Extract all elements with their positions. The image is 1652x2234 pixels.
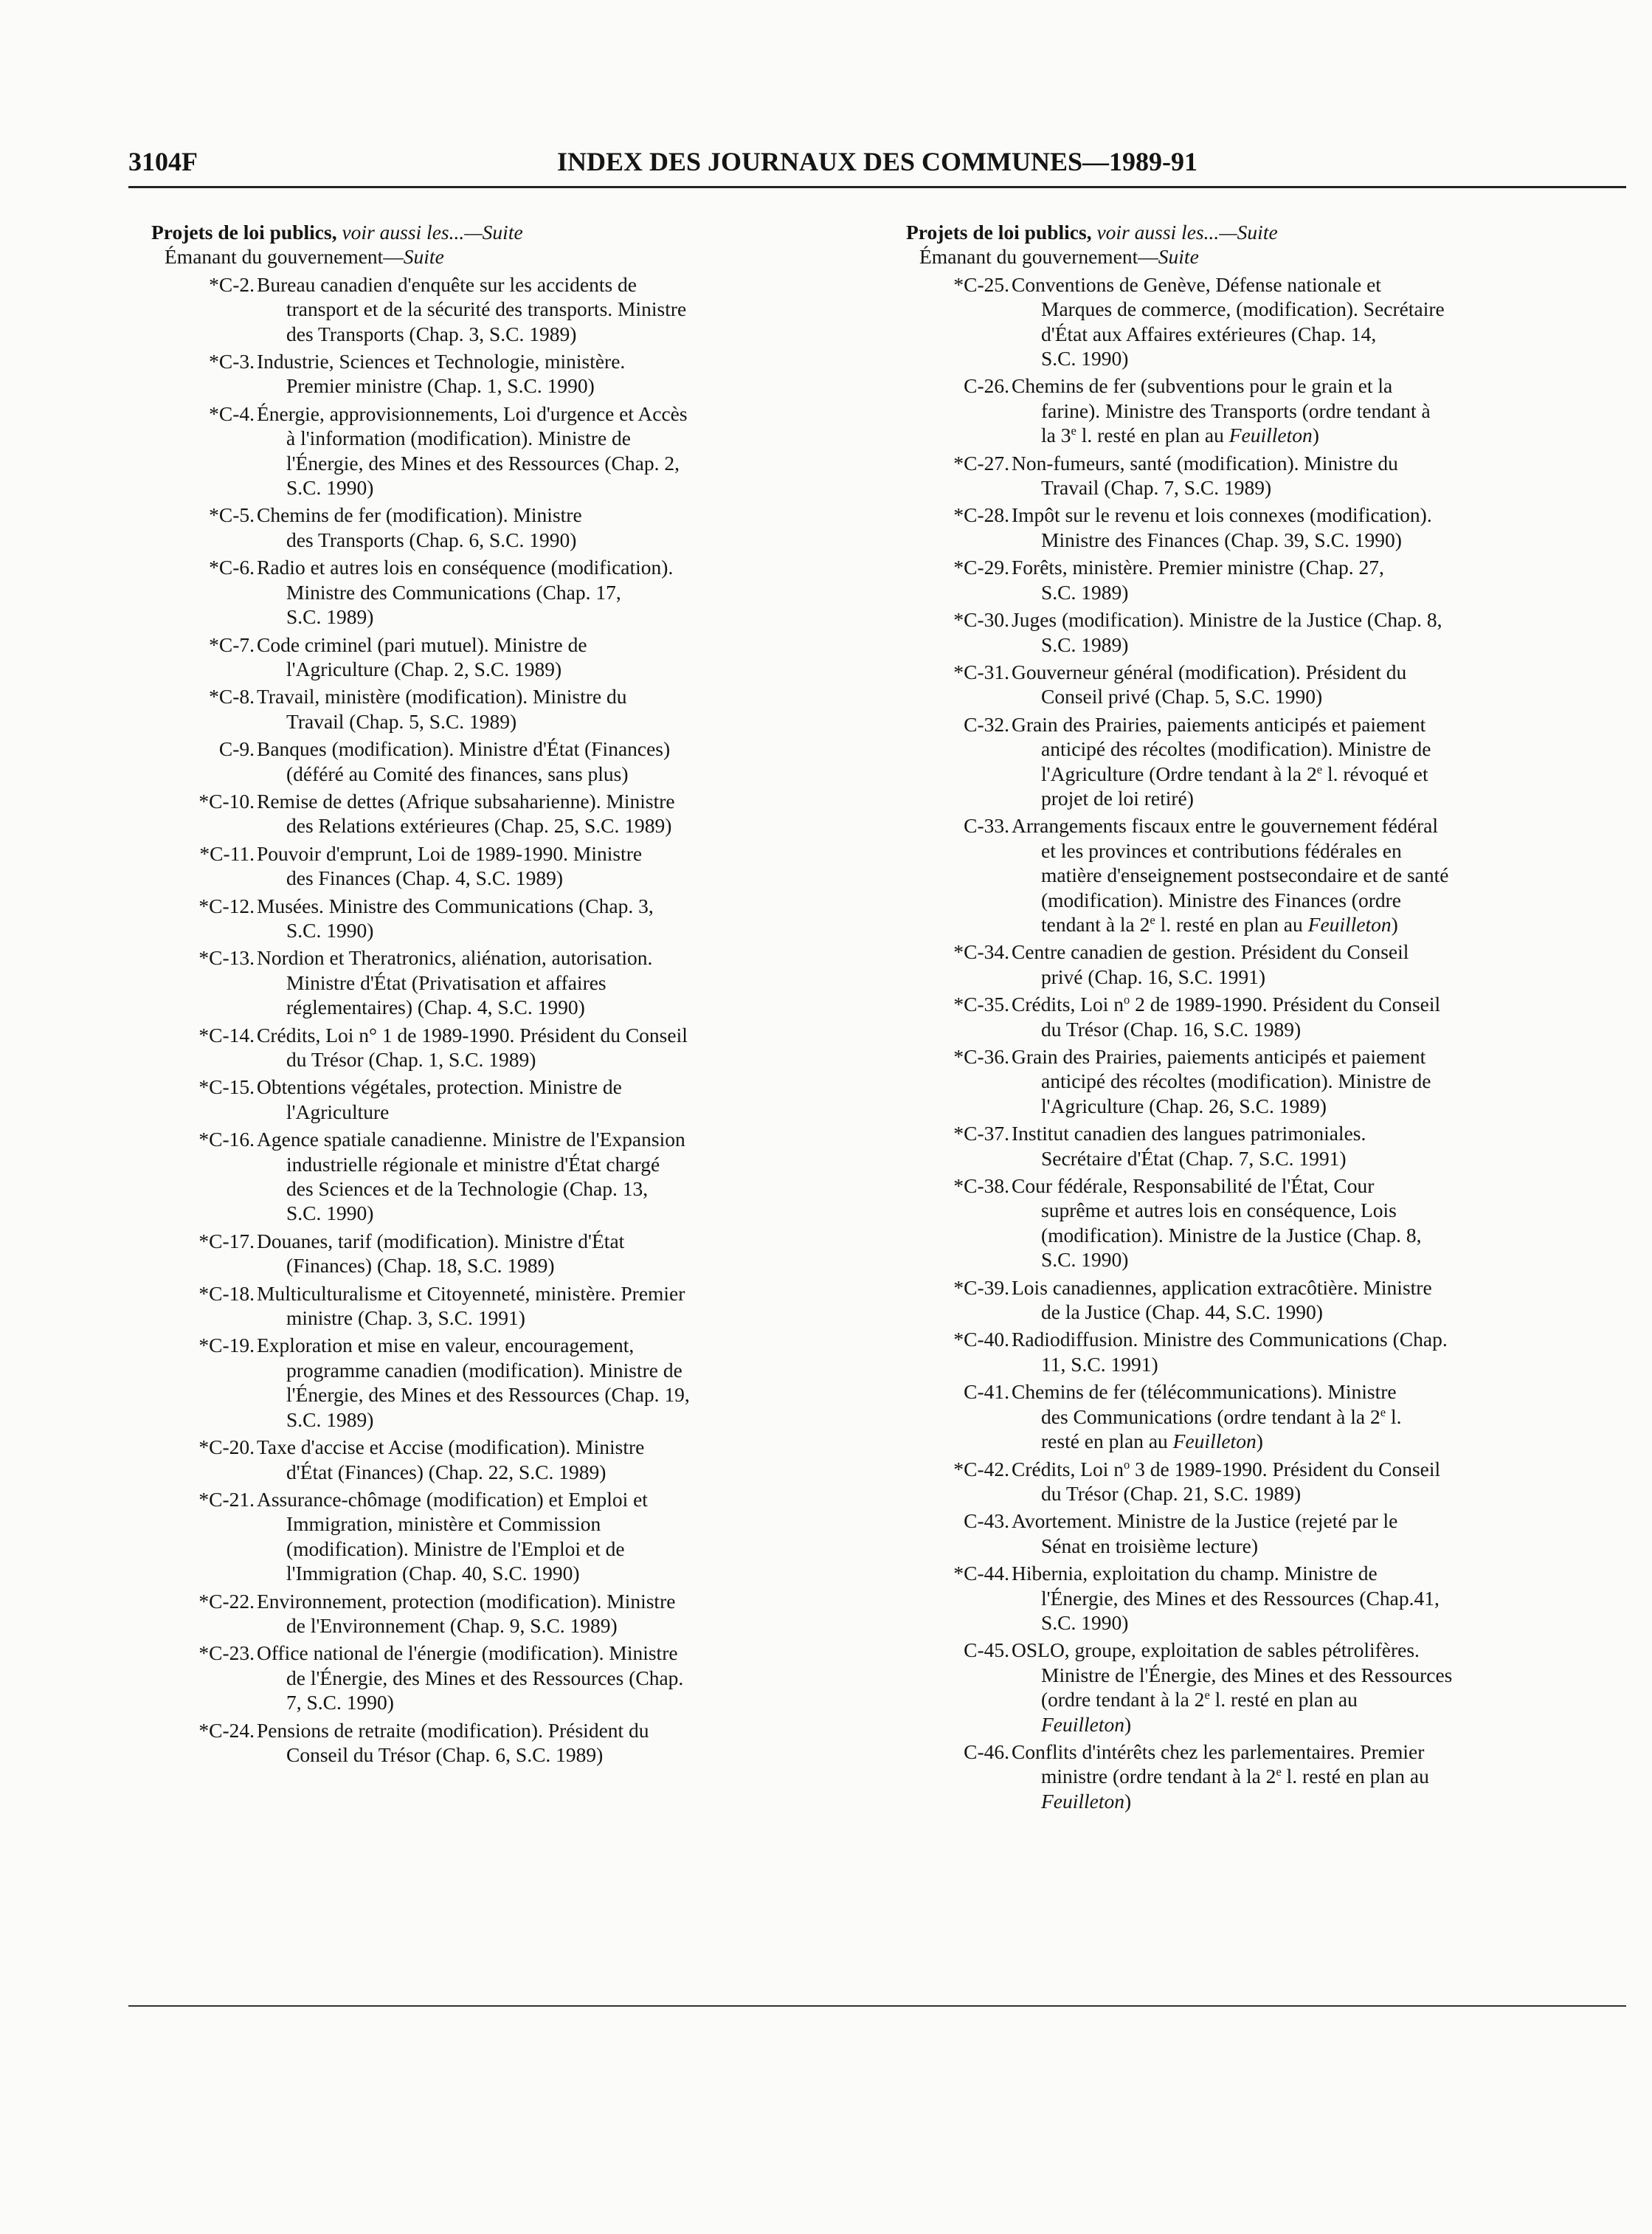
bill-entry (906, 1379, 1629, 1453)
entry-line: la 3e l. resté en plan au Feuilleton) (1041, 424, 1319, 447)
bill-entry (151, 503, 874, 552)
entry-line: Impôt sur le revenu et lois connexes (modification). (1012, 503, 1432, 527)
entry-line: Pouvoir d'emprunt, Loi de 1989-1990. Ministre (257, 841, 643, 865)
entry-line: tendant à la 2e l. resté en plan au Feuilleton) (1041, 912, 1398, 936)
entry-line: Hibernia, exploitation du champ. Ministre de (1012, 1562, 1378, 1585)
entry-line: Non-fumeurs, santé (modification). Ministre du (1012, 451, 1398, 475)
entry-line: ministre (ordre tendant à la 2e l. resté en plan au (1041, 1765, 1429, 1788)
entry-line: resté en plan au Feuilleton) (1041, 1430, 1263, 1453)
entry-line: S.C. 1989) (1041, 632, 1129, 656)
bill-number: *C-44. (953, 1562, 1009, 1585)
entry-line: Feuilleton) (1041, 1712, 1132, 1736)
entry-line: S.C. 1990) (1041, 1248, 1129, 1272)
bill-number: *C-17. (198, 1229, 255, 1252)
entry-line: Crédits, Loi n° 1 de 1989-1990. Président du Conseil (257, 1023, 688, 1047)
entry-line: réglementaires) (Chap. 4, S.C. 1990) (286, 996, 585, 1019)
bill-number: *C-36. (953, 1045, 1009, 1068)
entry-line: programme canadien (modification). Ministre de (286, 1358, 682, 1382)
bill-entry (151, 1589, 874, 1638)
entry-line: l'Énergie, des Mines et des Ressources (Chap.41, (1041, 1586, 1440, 1610)
entry-line: Nordion et Theratronics, aliénation, autorisation. (257, 946, 653, 970)
bill-number: *C-2. (209, 272, 255, 296)
entry-line: Banques (modification). Ministre d'État (Finances) (257, 737, 671, 761)
bill-number: *C-40. (953, 1328, 1009, 1351)
entry-line: Feuilleton) (1041, 1789, 1132, 1813)
entry-line: Ministre des Communications (Chap. 17, (286, 580, 621, 604)
entry-line: suprême et autres lois en conséquence, Lois (1041, 1199, 1397, 1222)
entry-line: Crédits, Loi $n^o$ 3 de 1989-1990. Président du Conseil (1012, 1457, 1441, 1480)
bill-number: *C-31. (953, 660, 1009, 683)
bill-entry (151, 1075, 874, 1124)
entry-line: Crédits, Loi $n^o$ 2 de 1989-1990. Président du Conseil (1012, 993, 1441, 1016)
entry-line: Lois canadiennes, application extracôtière. Ministre (1012, 1275, 1432, 1299)
bill-entry (906, 1275, 1629, 1325)
bill-entry (151, 1333, 874, 1432)
bill-number: C-26. (964, 374, 1009, 398)
entry-line: Marques de commerce, (modification). Secrétaire (1041, 297, 1445, 321)
entry-line: du Trésor (Chap. 1, S.C. 1989) (286, 1048, 536, 1071)
bill-number: *C-22. (198, 1589, 255, 1613)
entry-line: Agence spatiale canadienne. Ministre de l'Expansion (257, 1128, 685, 1151)
bill-number: *C-8. (209, 685, 255, 709)
bill-number: *C-23. (198, 1641, 255, 1665)
entry-line: Grain des Prairies, paiements anticipés et paiement (1012, 712, 1426, 736)
section-heading: Projets de loi publics, voir aussi les...—Suite (906, 221, 1278, 244)
entry-line: Office national de l'énergie (modification). Ministre (257, 1641, 678, 1665)
entry-list (151, 272, 874, 1768)
bill-number: *C-29. (953, 556, 1009, 579)
bill-entry (906, 1121, 1629, 1171)
entry-line: Avortement. Ministre de la Justice (rejeté par le (1012, 1509, 1398, 1533)
bill-entry (906, 272, 1629, 371)
entry-line: Radiodiffusion. Ministre des Communications (Chap. (1012, 1328, 1448, 1351)
entry-line: à l'information (modification). Ministre de (286, 427, 631, 450)
entry-line: Arrangements fiscaux entre le gouvernement fédéral (1012, 814, 1438, 838)
entry-line: l'Agriculture (Ordre tendant à la 2e l. révoqué et (1041, 762, 1428, 785)
entry-line: transport et de la sécurité des transports. Ministre (286, 297, 687, 321)
footer-rule (128, 2005, 1626, 2007)
bill-entry (151, 841, 874, 891)
entry-line: d'État (Finances) (Chap. 22, S.C. 1989) (286, 1460, 606, 1483)
bill-number: *C-21. (198, 1487, 255, 1511)
bill-entry (151, 1435, 874, 1484)
bill-number: *C-19. (198, 1334, 255, 1357)
bill-number: *C-13. (198, 946, 255, 970)
entry-line: des Relations extérieures (Chap. 25, S.C. 1989) (286, 814, 672, 838)
entry-line: Conseil du Trésor (Chap. 6, S.C. 1989) (286, 1742, 604, 1766)
bill-number: C-9. (218, 737, 255, 761)
bill-number: C-45. (964, 1638, 1009, 1662)
bill-entry (906, 1044, 1629, 1118)
entry-line: d'État aux Affaires extérieures (Chap. 14, (1041, 322, 1377, 345)
entry-line: Chemins de fer (télécommunications). Ministre (1012, 1380, 1397, 1404)
bill-number: C-41. (964, 1380, 1009, 1404)
bill-entry (906, 1457, 1629, 1506)
page-title: INDEX DES JOURNAUX DES COMMUNES—1989-91 (556, 147, 1198, 176)
entry-line: l'Agriculture (286, 1100, 390, 1123)
bill-number: C-32. (964, 712, 1009, 736)
entry-line: Code criminel (pari mutuel). Ministre de (257, 632, 587, 656)
entry-line: Bureau canadien d'enquête sur les accidents de (257, 272, 637, 296)
entry-line: (modification). Ministre de l'Emploi et de (286, 1537, 625, 1560)
bill-entry (906, 555, 1629, 604)
entry-line: S.C. 1990) (286, 476, 374, 500)
entry-line: Juges (modification). Ministre de la Justice (Chap. 8, (1012, 608, 1442, 632)
bill-number: *C-27. (953, 451, 1009, 475)
entry-line: privé (Chap. 16, S.C. 1991) (1041, 965, 1266, 988)
entry-line: Grain des Prairies, paiements anticipés et paiement (1012, 1045, 1426, 1068)
page-header (128, 146, 1626, 185)
entry-line: Ministre d'État (Privatisation et affaires (286, 971, 606, 994)
bill-entry (151, 272, 874, 346)
entry-line: S.C. 1990) (1041, 1610, 1129, 1634)
bill-entry (151, 349, 874, 399)
bill-entry (906, 992, 1629, 1041)
entry-line: l'Énergie, des Mines et des Ressources (Chap. 19, (286, 1383, 690, 1407)
bill-entry (906, 660, 1629, 709)
entry-line: Secrétaire d'État (Chap. 7, S.C. 1991) (1041, 1146, 1347, 1170)
entry-line: Sénat en troisième lecture) (1041, 1534, 1258, 1557)
bill-entry (151, 894, 874, 943)
entry-line: Environnement, protection (modification). Ministre (257, 1589, 676, 1613)
page-number: 3104F (128, 147, 198, 176)
bill-entry (151, 737, 874, 786)
bill-entry (151, 1718, 874, 1768)
bill-number: *C-42. (953, 1457, 1009, 1480)
bill-number: *C-39. (953, 1275, 1009, 1299)
bill-number: *C-14. (198, 1023, 255, 1047)
entry-line: l'Agriculture (Chap. 2, S.C. 1989) (286, 657, 562, 680)
entry-line: ministre (Chap. 3, S.C. 1991) (286, 1306, 525, 1330)
entry-line: (déféré au Comité des finances, sans plus) (286, 762, 629, 785)
entry-line: Radio et autres lois en conséquence (modification). (257, 556, 674, 579)
entry-list (906, 272, 1629, 1813)
bill-number: C-43. (964, 1509, 1009, 1533)
entry-line: Douanes, tarif (modification). Ministre d'État (257, 1229, 625, 1252)
entry-line: Industrie, Sciences et Technologie, ministère. (257, 350, 626, 373)
bill-number: C-46. (964, 1740, 1009, 1763)
entry-line: des Finances (Chap. 4, S.C. 1989) (286, 866, 564, 890)
entry-line: S.C. 1990) (286, 918, 374, 942)
entry-line: l'Immigration (Chap. 40, S.C. 1990) (286, 1562, 580, 1585)
bill-entry (151, 555, 874, 629)
entry-line: Travail, ministère (modification). Ministre du (257, 685, 627, 709)
bill-entry (906, 813, 1629, 937)
entry-line: industrielle régionale et ministre d'État chargé (286, 1152, 660, 1176)
entry-line: 11, S.C. 1991) (1041, 1352, 1158, 1376)
bill-entry (906, 1740, 1629, 1813)
bill-entry (151, 632, 874, 682)
header-rule (128, 186, 1626, 188)
bill-number: *C-11. (199, 841, 255, 865)
bill-entry (906, 940, 1629, 989)
bill-entry (151, 684, 874, 734)
entry-line: l'Énergie, des Mines et des Ressources (Chap. 2, (286, 451, 680, 475)
entry-line: Conventions de Genève, Défense nationale et (1012, 272, 1381, 296)
entry-line: (modification). Ministre des Finances (ordre (1041, 888, 1401, 911)
entry-line: S.C. 1990) (286, 1202, 374, 1225)
bill-entry (151, 1023, 874, 1072)
entry-line: de la Justice (Chap. 44, S.C. 1990) (1041, 1300, 1323, 1324)
bill-number: *C-34. (953, 940, 1009, 964)
entry-line: S.C. 1989) (286, 605, 374, 629)
entry-line: (Finances) (Chap. 18, S.C. 1989) (286, 1254, 555, 1278)
entry-line: 7, S.C. 1990) (286, 1691, 394, 1714)
bill-entry (151, 789, 874, 838)
bill-entry (151, 1127, 874, 1226)
index-column-left (151, 220, 874, 1767)
bill-entry (151, 1641, 874, 1714)
entry-line: Chemins de fer (modification). Ministre (257, 503, 582, 527)
bill-number: *C-6. (209, 556, 255, 579)
entry-line: OSLO, groupe, exploitation de sables pétrolifères. (1012, 1638, 1420, 1662)
bill-entry (906, 1509, 1629, 1558)
bill-entry (151, 401, 874, 500)
bill-number: *C-18. (198, 1281, 255, 1305)
bill-number: *C-16. (198, 1128, 255, 1151)
entry-line: Institut canadien des langues patrimoniales. (1012, 1122, 1366, 1145)
entry-line: projet de loi retiré) (1041, 786, 1194, 810)
bill-number: *C-37. (953, 1122, 1009, 1145)
bill-entry (906, 1327, 1629, 1376)
entry-line: anticipé des récoltes (modification). Ministre de (1041, 1069, 1431, 1093)
entry-line: farine). Ministre des Transports (ordre tendant à (1041, 399, 1431, 422)
entry-line: anticipé des récoltes (modification). Ministre de (1041, 737, 1431, 761)
bill-entry (906, 1561, 1629, 1635)
entry-line: Immigration, ministère et Commission (286, 1512, 601, 1536)
bill-number: C-33. (964, 814, 1009, 838)
entry-line: Travail (Chap. 7, S.C. 1989) (1041, 476, 1272, 500)
entry-line: (modification). Ministre de la Justice (Chap. 8, (1041, 1223, 1422, 1247)
bill-entry (906, 503, 1629, 552)
entry-line: Chemins de fer (subventions pour le grain et la (1012, 374, 1393, 398)
entry-line: Ministre de l'Énergie, des Mines et des Ressources (1041, 1663, 1453, 1686)
entry-line: Cour fédérale, Responsabilité de l'État, Cour (1012, 1174, 1375, 1198)
entry-line: du Trésor (Chap. 16, S.C. 1989) (1041, 1017, 1302, 1041)
bill-number: *C-28. (953, 503, 1009, 527)
section-subheading: Émanant du gouvernement—Suite (165, 245, 444, 269)
index-column-right (906, 220, 1629, 1813)
entry-line: Remise de dettes (Afrique subsaharienne). Ministre (257, 789, 675, 813)
entry-line: Ministre des Finances (Chap. 39, S.C. 1990) (1041, 528, 1402, 551)
entry-line: Conseil privé (Chap. 5, S.C. 1990) (1041, 685, 1323, 709)
entry-line: Musées. Ministre des Communications (Chap. 3, (257, 894, 654, 917)
bill-number: *C-4. (209, 401, 255, 425)
entry-line: Multiculturalisme et Citoyenneté, ministère. Premier (257, 1281, 685, 1305)
entry-line: de l'Environnement (Chap. 9, S.C. 1989) (286, 1613, 618, 1637)
entry-line: (ordre tendant à la 2e l. resté en plan au (1041, 1688, 1358, 1711)
bill-entry (906, 1173, 1629, 1272)
bill-number: *C-5. (209, 503, 255, 527)
entry-line: Exploration et mise en valeur, encouragement, (257, 1334, 635, 1357)
entry-line: matière d'enseignement postsecondaire et de santé (1041, 863, 1449, 887)
bill-number: *C-25. (953, 272, 1009, 296)
bill-entry (906, 451, 1629, 500)
entry-line: et les provinces et contributions fédérales en (1041, 838, 1402, 862)
entry-line: S.C. 1989) (286, 1407, 374, 1431)
entry-line: Obtentions végétales, protection. Ministre de (257, 1075, 622, 1099)
bill-number: *C-35. (953, 993, 1009, 1016)
section-heading: Projets de loi publics, voir aussi les...—Suite (151, 221, 523, 244)
bill-number: *C-15. (198, 1075, 255, 1099)
entry-line: Centre canadien de gestion. Président du Conseil (1012, 940, 1409, 964)
bill-number: *C-24. (198, 1718, 255, 1742)
entry-line: Assurance-chômage (modification) et Emploi et (257, 1487, 648, 1511)
entry-line: Énergie, approvisionnements, Loi d'urgence et Accès (257, 401, 688, 425)
bill-number: *C-3. (209, 350, 255, 373)
entry-line: des Transports (Chap. 3, S.C. 1989) (286, 322, 577, 345)
bill-entry (906, 373, 1629, 447)
bill-entry (151, 1229, 874, 1278)
entry-line: Premier ministre (Chap. 1, S.C. 1990) (286, 374, 595, 398)
bill-entry (151, 1281, 874, 1331)
entry-line: Forêts, ministère. Premier ministre (Chap. 27, (1012, 556, 1384, 579)
bill-number: *C-12. (198, 894, 255, 917)
entry-line: Travail (Chap. 5, S.C. 1989) (286, 709, 517, 733)
entry-line: Gouverneur général (modification). Président du (1012, 660, 1407, 683)
bill-entry (906, 607, 1629, 657)
bill-entry (151, 945, 874, 1019)
bill-entry (151, 1487, 874, 1586)
section-subheading: Émanant du gouvernement—Suite (919, 245, 1199, 269)
entry-line: Pensions de retraite (modification). Président du (257, 1718, 649, 1742)
entry-line: l'Agriculture (Chap. 26, S.C. 1989) (1041, 1094, 1327, 1117)
entry-line: des Communications (ordre tendant à la 2e l. (1041, 1404, 1402, 1428)
bill-number: *C-38. (953, 1174, 1009, 1198)
bill-number: *C-30. (953, 608, 1009, 632)
bill-entry (906, 1638, 1629, 1737)
bill-number: *C-7. (209, 632, 255, 656)
entry-line: des Sciences et de la Technologie (Chap. 13, (286, 1177, 649, 1201)
bill-number: *C-10. (198, 789, 255, 813)
entry-line: S.C. 1990) (1041, 347, 1129, 370)
entry-line: du Trésor (Chap. 21, S.C. 1989) (1041, 1481, 1302, 1505)
bill-entry (906, 712, 1629, 811)
entry-line: Taxe d'accise et Accise (modification). Ministre (257, 1435, 645, 1459)
entry-line: de l'Énergie, des Mines et des Ressources (Chap. (286, 1666, 684, 1689)
entry-line: Conflits d'intérêts chez les parlementaires. Premier (1012, 1740, 1425, 1763)
entry-line: S.C. 1989) (1041, 580, 1129, 604)
entry-line: des Transports (Chap. 6, S.C. 1990) (286, 528, 577, 551)
bill-number: *C-20. (198, 1435, 255, 1459)
